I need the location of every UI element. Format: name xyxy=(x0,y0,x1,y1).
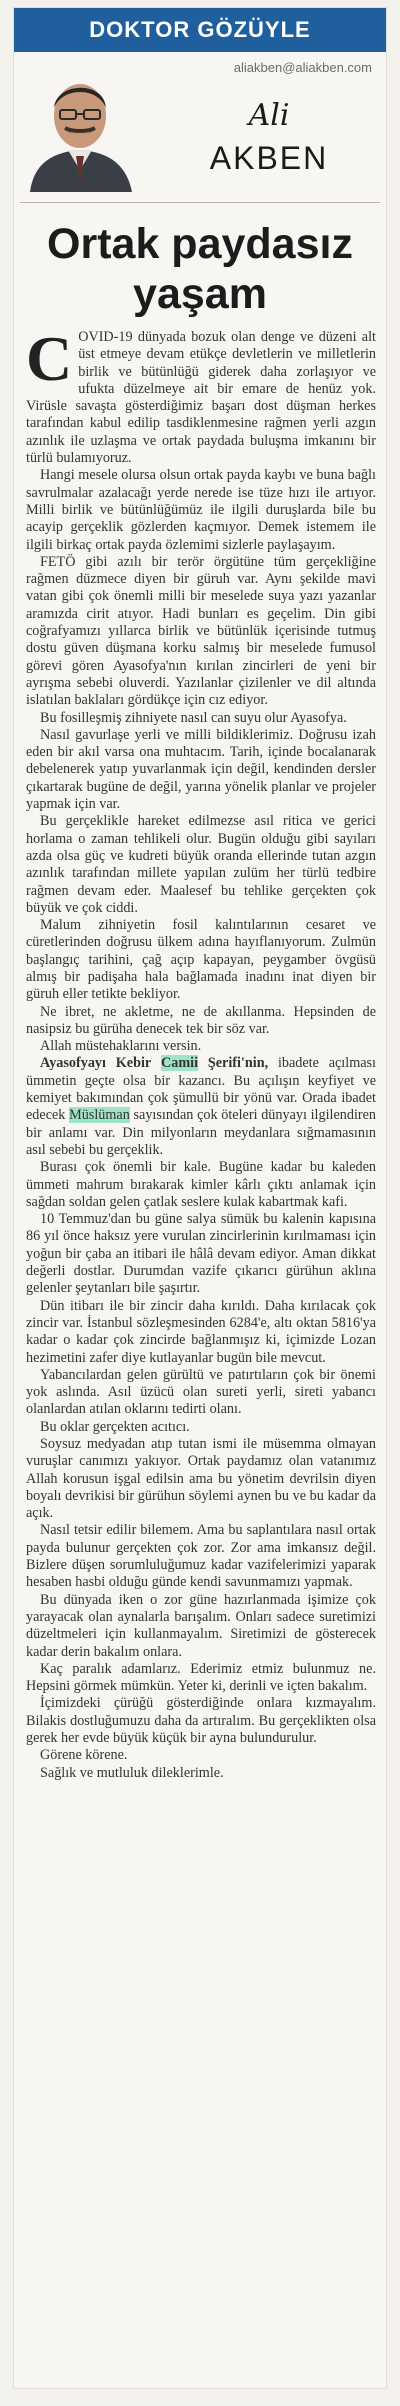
paragraph-8: Ne ibret, ne akletme, ne de akıllanma. Hepsinden de nasipsiz bu gürüha denecek tek bir söz var. xyxy=(26,1003,376,1037)
author-last-name: AKBEN xyxy=(209,140,329,176)
drop-cap: C xyxy=(26,323,73,394)
author-photo-icon xyxy=(20,64,140,192)
paragraph-4: Bu fosilleşmiş zihniyete nasıl can suyu olur Ayasofya. xyxy=(40,709,347,726)
paragraph-6: Bu gerçeklikle hareket edilmezse asıl ritica ve gerici horlama o zaman tehlikeli olur. Bugün olduğu gibi sayıları azda olsa güç ve kudreti büyük oranda ellerinde tutan azgın azınlık tarafından millete yapılan zulüm her türlü tedbire rağmen devam eder. Maalesef bu tehlike gerçekten çok büyük ve çok ciddi. xyxy=(26,813,376,916)
paragraph-15: Bu oklar gerçekten acıtıcı. xyxy=(40,1418,190,1435)
highlight-muslim: Müslüman xyxy=(69,1107,130,1124)
paragraph-11: Burası çok önemli bir kale. Bugüne kadar bu kaleden ümmeti mahrum bırakarak kimler kârlı çıktı anlamak için sağdan soldan gelen çatlak seslere kulak kabartmak kafi. xyxy=(26,1159,376,1210)
paragraph-21: Görene körene. xyxy=(40,1747,128,1764)
article-headline xyxy=(14,203,386,329)
author-portrait xyxy=(20,64,140,192)
author-first-name: Ali xyxy=(248,98,290,133)
paragraph-14: Yabancılardan gelen gürültü ve patırtıların çok bir önemi yok aslında. Asıl üzücü olan sureti yerli, sireti yabancı olanlardan atılan oklarını tedirti olanı. xyxy=(26,1366,376,1418)
paragraph-2: Hangi mesele olursa olsun ortak payda kaybı ve buna bağlı savrulmalar azalacağı yerde nerede ise tüze hızı ile artıyor. Milli birlik ve bütünlüğümüz ile ilgili duruşlarda bile bu acayip gerçeklik gözlerden kaçmıyor. Demek istemem ile ilgili birkaç ortak payda özlemimi sizlerle paylaşayım. xyxy=(26,467,376,553)
paragraph-19: Kaç paralık adamlarız. Ederimiz etmiz bulunmuz ne. Hepsini görmek mümkün. Yeter ki, derinli ve içten bakalım. xyxy=(26,1660,376,1695)
paragraph-7: Malum zihniyetin fosil kalıntılarının cesaret ve cüretlerinden doğrusu ülkem adına hayıflanıyorum. Zulmün başlangıç tarihini, çağ açıp kapayan, peygamber övgüsü almış bir padişaha hala bağlamada inadını inat diyen bir güruh eller tetikte bekliyor. xyxy=(26,917,376,1003)
paragraph-20: İçimizdeki çürüğü gösterdiğinde onlara kızmayalım. Bilakis dostluğumuzu daha da artıralım. Bu gerçeklikten olsa gerek her evde büyük küçük bir ayna bulundurulur. xyxy=(26,1695,376,1747)
paragraph-1-text: OVID-19 dünyada bozuk olan denge ve düzeni alt üst etmeye devam etükçe devletlerin ve milletlerin birlik ve bütünlüğü giderek daha zorlaşıyor ve ufukta düzelmeye ait bir emare de henüz yok. Virüsle savaşta gösterdiğimiz başarı dost düşman herkes tarafından kabul edilip tasdiklenmesine rağmen yerli azgın azınlık ile uzlaşma ve ortak paydada buluşma imkanını bir türlü bulamıyoruz. xyxy=(26,329,376,467)
paragraph-9: Allah müstehaklarını versin. xyxy=(40,1038,202,1055)
headline-line-2: yaşam xyxy=(133,270,267,318)
paragraph-10-bold-2: Şerifi'nin, xyxy=(207,1055,269,1072)
paragraph-16: Soysuz medyadan atıp tutan ismi ile müsemma olmayan vuruşlar canımızı yakıyor. Ortak paydamız olan vatanımız Allah korusun işgal edilsin ama bu yönetim devrilsin diyen boyalı devrikisi bir gürühun söylemi aynen bu ve bu kadar da açık. xyxy=(26,1436,376,1522)
highlight-camii: Camii xyxy=(161,1055,199,1072)
paragraph-5: Nasıl gavurlaşe yerli ve milli bildiklerimiz. Doğrusu izah eden bir akıl varsa ona muhtacım. Tarih, içinde bocalanarak debelenerek yatıp yuvarlanmak için değil, kendinden dersler çıkartarak bugüne de değil, yarına yönelik planlar ve projeler yapmak için var. xyxy=(26,726,376,813)
column-title-band xyxy=(14,8,386,52)
author-email: aliakben@aliakben.com xyxy=(233,60,372,75)
paragraph-10-text-a: ibadete açılması ümmetin geçte olsa bir kazancı. Bu açılışın keyfiyet ve kemiyet bakımından çok şümullü bir yönü var. Orada ibadet edecek xyxy=(26,1055,376,1124)
article-body xyxy=(14,323,386,1782)
newspaper-column xyxy=(14,8,386,2388)
paragraph-1 xyxy=(26,323,376,467)
paragraph-10-bold: Ayasofyayı Kebir xyxy=(40,1055,152,1072)
author-block xyxy=(14,52,386,202)
paragraph-10 xyxy=(26,1055,376,1159)
headline-line-1: Ortak paydasız xyxy=(47,220,353,268)
paragraph-18: Bu dünyada iken o zor güne hazırlanmada işimize çok yarayacak olan aynalarla barışalım. Onları sadece suretimizi düzeltmeleri için kullanmayalım. Siretimizi de gösterecek kadar derin bakalım onlara. xyxy=(26,1591,376,1660)
column-title: DOKTOR GÖZÜYLE xyxy=(89,17,311,42)
paragraph-10-text-b: sayısından çok öteleri dünyayı ilgilendiren bir anlamı var. Din milyonların meydanlara sığmamasının asıl sebebi bu gerçeklik. xyxy=(26,1107,377,1158)
paragraph-12: 10 Temmuz'dan bu güne salya sümük bu kalenin kapısına 86 yıl önce haksız yere vurulan zincirlerinin kırılmaması için yoğun bir çaba an itibari ile hâlâ devam ediyor. Aman dikkat değerli dostlar. Durumdan vazife çıkarıcı gürühun aklına gelenler şeytanları bile şaşırtır. xyxy=(26,1211,376,1297)
paragraph-17: Nasıl tetsir edilir bilemem. Ama bu saplantılara nasıl ortak payda bulunur gerçekten çok zor. Zor ama imkansız değil. Bizlere düşen sorumluluğumuz kadar vazifelerimizi yaparak hesaben hasbi olduğu günde kendi savunmamızı yapmak. xyxy=(26,1522,376,1591)
paragraph-3: FETÖ gibi azılı bir terör örgütüne tüm gerçekliğine rağmen düzmece diyen bir güruh var. Aynı şekilde mavi vatan gibi çok önemli milli bir meselede suya yazı yazanlar aramızda cirit atıyor. Hadi bunları es geçelim. Din gibi coğrafyamızı yıllarca birlik ve bütünlük içerisinde tutmuş dostu güven düşmana korku salmış bir meselede fumusol görevi gören Ayasofya'nın kırılan zincirleri de yeni bir ayrışma sebebi oluverdi. Yazılanlar çizilenler ve dil altında islatılan baklaları gördükçe için cız ediyor. xyxy=(26,553,376,709)
paragraph-13: Dün itibarı ile bir zincir daha kırıldı. Daha kırılacak çok zincir var. İstanbul sözleşmesinden 6284'e, altı oktan 5816'ya kadar o kadar çok zincirde bağlanmışız ki, içimizde Lozan hezimetini zafer diye kutlayanlar bugün bile mevcut. xyxy=(26,1297,376,1366)
paragraph-22: Sağlık ve mutluluk dileklerimle. xyxy=(40,1764,224,1781)
